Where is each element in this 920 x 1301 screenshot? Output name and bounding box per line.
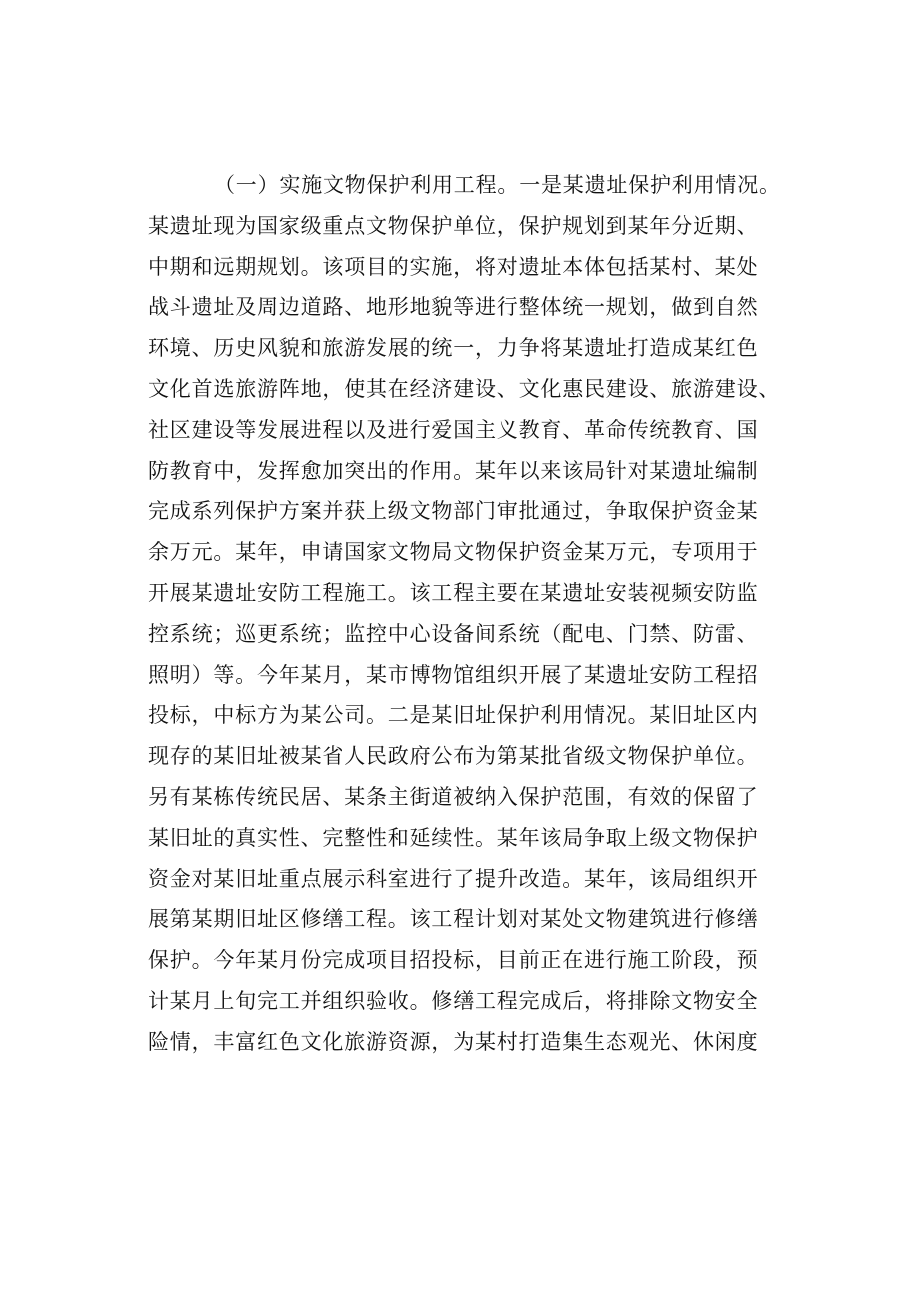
text-line: 计某月上旬完工并组织验收。修缮工程完成后，将排除文物安全	[148, 988, 759, 1013]
text-line: 投标，中标方为某公司。二是某旧址保护利用情况。某旧址区内	[148, 703, 759, 728]
text-line: 中期和远期规划。该项目的实施，将对遗址本体包括某村、某处	[148, 254, 759, 279]
text-line: 文化首选旅游阵地，使其在经济建设、文化惠民建设、旅游建设、	[148, 376, 781, 401]
text-line: 保护。今年某月份完成项目招投标，目前正在进行施工阶段，预	[148, 948, 759, 973]
text-line: 某遗址现为国家级重点文物保护单位，保护规划到某年分近期、	[148, 213, 759, 238]
text-line: 控系统；巡更系统；监控中心设备间系统（配电、门禁、防雷、	[148, 621, 759, 646]
text-line: 资金对某旧址重点展示科室进行了提升改造。某年，该局组织开	[148, 866, 759, 891]
text-line: 战斗遗址及周边道路、地形地貌等进行整体统一规划，做到自然	[148, 295, 759, 320]
text-line: 现存的某旧址被某省人民政府公布为第某批省级文物保护单位。	[148, 744, 759, 769]
text-line: 完成系列保护方案并获上级文物部门审批通过，争取保护资金某	[148, 499, 759, 524]
text-line: （一）实施文物保护利用工程。一是某遗址保护利用情况。	[214, 173, 781, 197]
text-line: 某旧址的真实性、完整性和延续性。某年该局争取上级文物保护	[148, 825, 759, 850]
text-line: 照明）等。今年某月，某市博物馆组织开展了某遗址安防工程招	[148, 662, 759, 687]
text-line: 展第某期旧址区修缮工程。该工程计划对某处文物建筑进行修缮	[148, 907, 759, 932]
text-line: 余万元。某年，申请国家文物局文物保护资金某万元，专项用于	[148, 540, 759, 565]
text-line: 开展某遗址安防工程施工。该工程主要在某遗址安装视频安防监	[148, 580, 759, 605]
text-line: 社区建设等发展进程以及进行爱国主义教育、革命传统教育、国	[148, 417, 759, 442]
body-paragraph	[148, 165, 838, 1063]
text-line: 险情，丰富红色文化旅游资源，为某村打造集生态观光、休闲度	[148, 1029, 759, 1054]
text-line: 防教育中，发挥愈加突出的作用。某年以来该局针对某遗址编制	[148, 458, 759, 483]
text-line: 另有某栋传统民居、某条主街道被纳入保护范围，有效的保留了	[148, 784, 759, 809]
text-line: 环境、历史风貌和旅游发展的统一，力争将某遗址打造成某红色	[148, 336, 759, 361]
